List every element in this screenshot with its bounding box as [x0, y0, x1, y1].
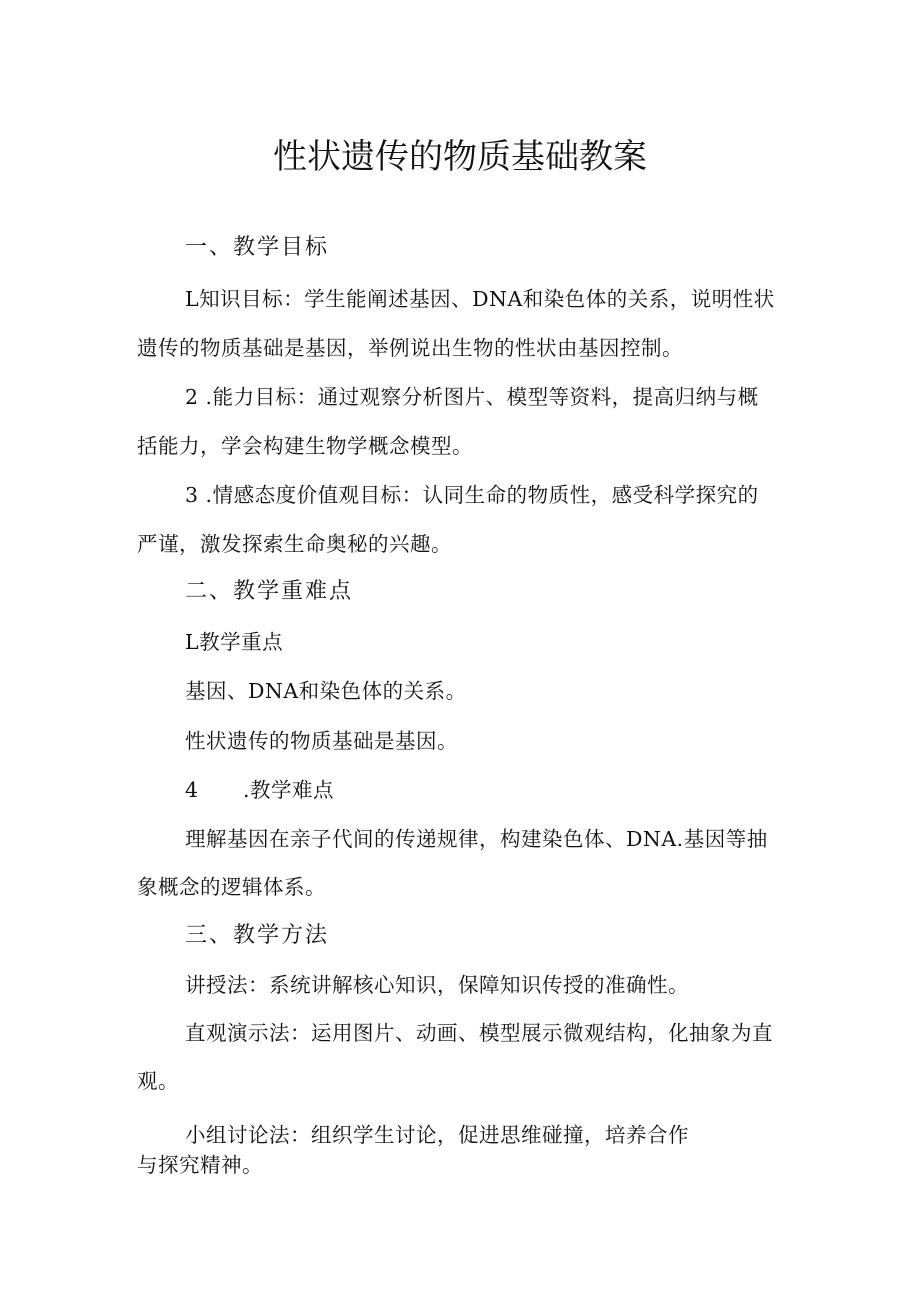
document-title: 性状遗传的物质基础教案	[273, 137, 647, 177]
difficulty-number: 4	[185, 778, 199, 802]
objective-knowledge-line1: L知识目标：学生能阐述基因、DNA和染色体的关系，说明性状	[185, 287, 775, 311]
section-heading-key-difficult-points: 二、教学重难点	[185, 579, 354, 604]
section-heading-objectives: 一、教学目标	[185, 235, 330, 260]
difficulty-label: .教学难点	[243, 778, 335, 802]
section-heading-teaching-methods: 三、教学方法	[185, 923, 330, 948]
key-points-label: L教学重点	[185, 630, 284, 654]
objective-knowledge-line2: 遗传的物质基础是基因，举例说出生物的性状由基因控制。	[137, 336, 683, 360]
method-group-discussion-line1: 小组讨论法：组织学生讨论，促进思维碰撞，培养合作	[185, 1123, 689, 1147]
key-point-item: 基因、DNA和染色体的关系。	[185, 679, 467, 703]
objective-attitude-line1: 3 .情感态度价值观目标：认同生命的物质性，感受科学探究的	[185, 483, 759, 507]
objective-ability-line2: 括能力，学会构建生物学概念模型。	[137, 434, 473, 458]
difficulty-label-line	[185, 775, 334, 805]
difficulty-line2: 象概念的逻辑体系。	[137, 875, 326, 899]
objective-ability-line1: 2 .能力目标：通过观察分析图片、模型等资料，提高归纳与概	[185, 385, 759, 409]
method-demonstration-line1: 直观演示法：运用图片、动画、模型展示微观结构，化抽象为直	[185, 1021, 773, 1045]
method-group-discussion-line2: 与探究精神。	[137, 1153, 263, 1177]
difficulty-line1: 理解基因在亲子代间的传递规律，构建染色体、DNA.基因等抽	[185, 827, 768, 851]
key-point-item: 性状遗传的物质基础是基因。	[185, 729, 458, 753]
method-lecture: 讲授法：系统讲解核心知识，保障知识传授的准确性。	[185, 973, 689, 997]
objective-attitude-line2: 严谨，激发探索生命奥秘的兴趣。	[137, 532, 452, 556]
method-demonstration-line2: 观。	[137, 1069, 179, 1093]
